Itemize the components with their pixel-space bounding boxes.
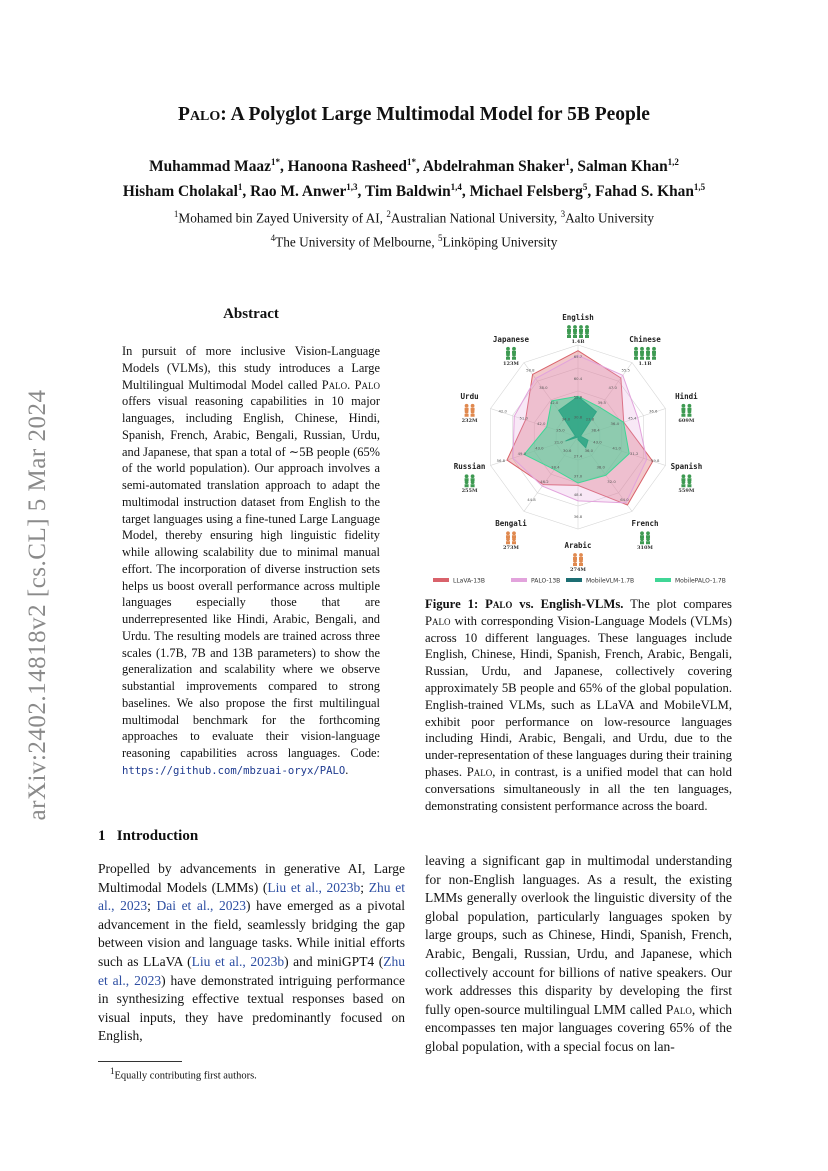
value-label: 36.4 bbox=[610, 421, 619, 427]
arxiv-sidebar bbox=[8, 370, 68, 840]
value-label: 42.0 bbox=[537, 421, 546, 427]
person-icon bbox=[652, 353, 656, 357]
value-label: 38.0 bbox=[596, 464, 605, 470]
author-name: Fahad S. Khan bbox=[595, 183, 694, 201]
code-link[interactable]: https://github.com/mbzuai-oryx/PALO bbox=[122, 764, 346, 777]
person-icon bbox=[646, 541, 650, 544]
caption-text: The plot compares bbox=[623, 597, 732, 611]
person-icon bbox=[506, 531, 510, 535]
affil-name: The University of Melbourne, bbox=[275, 234, 438, 250]
legend-swatch bbox=[433, 578, 449, 582]
citation-link[interactable]: Zhu et al., 2023 bbox=[98, 879, 405, 914]
intro-text: ; bbox=[147, 898, 157, 914]
person-icon bbox=[640, 531, 644, 535]
person-icon bbox=[634, 353, 638, 357]
person-icon bbox=[634, 357, 638, 360]
legend-label: LLaVA-13B bbox=[453, 577, 485, 585]
citation-link[interactable]: Dai et al., 2023 bbox=[156, 898, 247, 914]
intro-text: Propelled by advancements in generative AI, Large Multimodal Models (LMMs) ( bbox=[98, 861, 405, 895]
person-icon bbox=[585, 335, 589, 338]
author-affil-marker: 1,4 bbox=[450, 182, 462, 193]
author-affil-marker: 1* bbox=[270, 157, 280, 167]
caption-title: vs. English-VLMs. bbox=[512, 597, 624, 611]
affil-marker: 1 bbox=[173, 209, 179, 219]
value-label: 48.6 bbox=[573, 492, 583, 498]
person-icon bbox=[688, 474, 692, 478]
person-icon bbox=[681, 414, 685, 417]
legend-swatch bbox=[655, 578, 671, 582]
population-label: 255M bbox=[461, 488, 478, 495]
affil-marker: 2 bbox=[386, 209, 391, 219]
person-icon bbox=[579, 335, 583, 338]
person-icon bbox=[682, 404, 686, 408]
palo-name: Palo bbox=[354, 377, 380, 392]
axis-label-arabic: Arabic bbox=[564, 541, 592, 550]
value-label: 36.8 bbox=[573, 514, 583, 520]
affiliation-line-2 bbox=[90, 228, 738, 252]
value-label: 37.0 bbox=[573, 473, 583, 479]
author-list bbox=[90, 152, 738, 202]
citation-link[interactable]: Liu et al., 2023b bbox=[191, 953, 285, 969]
person-icon bbox=[573, 553, 577, 557]
person-icon bbox=[634, 347, 638, 351]
person-icon bbox=[465, 410, 469, 414]
value-label: 36.6 bbox=[649, 408, 658, 414]
population-label: 123M bbox=[503, 360, 519, 367]
intro-text: ) and miniGPT4 ( bbox=[284, 953, 384, 969]
person-icon bbox=[682, 480, 686, 484]
value-label: 41.0 bbox=[612, 445, 621, 451]
value-label: 55.5 bbox=[621, 367, 630, 373]
person-icon bbox=[579, 559, 583, 563]
axis-label-japanese: Japanese bbox=[492, 334, 530, 344]
value-label: 55.6 bbox=[573, 394, 583, 400]
author-name: Rao M. Anwer bbox=[250, 183, 347, 201]
axis-label-hindi: Hindi bbox=[675, 391, 698, 401]
person-icon bbox=[579, 331, 583, 335]
person-icon bbox=[682, 410, 686, 414]
caption-label: Figure 1: bbox=[425, 597, 486, 611]
abstract-heading: Abstract bbox=[223, 306, 279, 322]
person-icon bbox=[567, 331, 571, 335]
person-icon bbox=[573, 325, 577, 329]
value-label: 58.8 bbox=[526, 367, 535, 373]
population-label: 273M bbox=[503, 545, 519, 552]
population-label: 559M bbox=[678, 488, 695, 495]
arxiv-identifier: arXiv:2402.14818v2 [cs.CL] 5 Mar 2024 bbox=[24, 389, 51, 821]
person-icon bbox=[506, 347, 510, 351]
person-icon bbox=[646, 353, 650, 357]
intro-text: ; bbox=[360, 879, 369, 895]
person-icon bbox=[652, 357, 656, 360]
value-label: 46.2 bbox=[540, 479, 549, 485]
section-number: 1 bbox=[98, 828, 106, 844]
paper-title bbox=[90, 104, 738, 126]
value-label: 59.8 bbox=[650, 458, 660, 464]
person-icon bbox=[465, 404, 469, 408]
person-icon bbox=[465, 484, 469, 487]
person-icon bbox=[688, 410, 692, 414]
person-icon bbox=[512, 531, 516, 535]
affiliations bbox=[90, 204, 738, 253]
value-label: 44.8 bbox=[527, 497, 536, 503]
palo-name: Palo bbox=[485, 597, 513, 611]
intro-continued bbox=[425, 852, 732, 1057]
author-name: Abdelrahman Shaker bbox=[422, 158, 566, 176]
person-icon bbox=[646, 347, 650, 351]
author-name: Michael Felsberg bbox=[469, 183, 583, 201]
affiliation-line-1 bbox=[90, 204, 738, 228]
palo-name: Palo bbox=[321, 377, 348, 392]
person-icon bbox=[506, 537, 510, 541]
person-icon bbox=[573, 331, 577, 335]
affil-name: Mohamed bin Zayed University of AI, bbox=[178, 210, 387, 226]
person-icon bbox=[640, 541, 644, 544]
person-icon bbox=[506, 357, 510, 360]
person-icon bbox=[687, 414, 691, 417]
population-label: 1.1B bbox=[638, 360, 652, 367]
footnote-marker: 1 bbox=[110, 1066, 115, 1076]
person-icon bbox=[465, 474, 469, 478]
value-label: 64.0 bbox=[620, 497, 629, 503]
affil-name: Aalto University bbox=[565, 210, 655, 226]
intro-text: leaving a significant gap in multimodal understanding for non-English languages. As a result, the existing LMMs generally overlook the linguistic diversity of the global population, particularly languages spoken by large groups, such as Chinese, Hindi, Spanish, French, Arabic, Bengali, Russian, Urdu, and Japanese, which collectively account for billions of native speakers. Our work addresses this disparity by developing the first fully open-source multilingual LMM called bbox=[425, 853, 732, 1017]
axis-label-french: French bbox=[631, 519, 659, 529]
author-name: Muhammad Maaz bbox=[149, 158, 271, 176]
value-label: 38.4 bbox=[551, 464, 560, 470]
person-icon bbox=[573, 335, 577, 338]
person-icon bbox=[579, 563, 583, 566]
value-label: 43.0 bbox=[535, 445, 544, 451]
footnote bbox=[110, 1066, 257, 1082]
value-label: 30.6 bbox=[562, 447, 572, 453]
title-palo: Palo bbox=[178, 104, 221, 125]
author-line-1: Muhammad Maaz$^{1*}$, Hanoona Rasheed$^{1*}$, Abdelrahman Shaker$^1$, Salman Khan$^{1,2}$ bbox=[149, 157, 679, 176]
person-icon bbox=[471, 414, 475, 417]
footnote-text: Equally contributing first authors. bbox=[114, 1070, 257, 1082]
affil-marker: 3 bbox=[560, 209, 566, 219]
person-icon bbox=[465, 414, 469, 417]
value-label: 32.0 bbox=[607, 479, 616, 485]
population-label: 310M bbox=[637, 545, 653, 552]
person-icon bbox=[471, 404, 475, 408]
value-label: 27.4 bbox=[573, 453, 583, 459]
affil-marker: 4 bbox=[270, 233, 276, 244]
person-icon bbox=[573, 559, 577, 563]
author-name: Tim Baldwin bbox=[364, 183, 451, 201]
value-label: 25.0 bbox=[556, 427, 565, 433]
person-icon bbox=[512, 537, 516, 541]
author-affil-marker: 1 bbox=[237, 182, 243, 193]
person-icon bbox=[506, 353, 510, 357]
legend-label: MobilePALO-1.7B bbox=[675, 577, 726, 585]
abstract-text: . bbox=[345, 762, 349, 777]
person-icon bbox=[640, 347, 644, 351]
person-icon bbox=[640, 537, 644, 541]
palo-name: Palo bbox=[466, 764, 493, 779]
title-rest: : A Polyglot Large Multimodal Model for 5B People bbox=[220, 104, 650, 125]
value-label: 38.0 bbox=[539, 385, 548, 391]
citation-link[interactable]: Zhu et al., 2023 bbox=[98, 953, 405, 988]
person-icon bbox=[512, 347, 516, 351]
person-icon bbox=[681, 484, 685, 487]
person-icon bbox=[471, 410, 475, 414]
affil-name: Australian National University, bbox=[390, 210, 561, 226]
person-icon bbox=[652, 347, 656, 351]
author-affil-marker: 1,3 bbox=[346, 182, 358, 193]
value-label: 42.0 bbox=[498, 408, 507, 414]
value-label: 36.0 bbox=[584, 447, 594, 453]
value-label: 39.5 bbox=[597, 400, 607, 406]
person-icon bbox=[646, 537, 650, 541]
intro-text: ) have emerged as a pivotal advancement in the field, seamlessly bridging the gap between vision and language tasks. While initial efforts such as LLaVA ( bbox=[98, 898, 405, 969]
person-icon bbox=[573, 563, 577, 566]
person-icon bbox=[585, 325, 589, 329]
population-label: 232M bbox=[461, 417, 478, 424]
value-label: 51.0 bbox=[519, 415, 528, 421]
person-icon bbox=[687, 484, 691, 487]
person-icon bbox=[646, 357, 650, 360]
population-label: 609M bbox=[678, 417, 695, 424]
section-heading-introduction bbox=[98, 828, 198, 845]
author-affil-marker: 5 bbox=[582, 182, 588, 193]
value-label: 49.0 bbox=[517, 451, 527, 457]
person-icon bbox=[471, 474, 475, 478]
population-label: 1.4B bbox=[571, 339, 585, 345]
value-label: 30.8 bbox=[573, 414, 583, 420]
person-icon bbox=[688, 404, 692, 408]
intro-text: ) have demonstrated intriguing performance in synthesizing effective textual responses based on visual inputs, they have predominantly focused on English, bbox=[98, 972, 405, 1044]
author-name: Hisham Cholakal bbox=[122, 183, 238, 201]
figure-caption bbox=[425, 596, 732, 814]
value-label: 47.0 bbox=[608, 385, 617, 391]
author-line-2: Hisham Cholakal$^1$, Rao M. Anwer$^{1,3}$, Tim Baldwin$^{1,4}$, Michael Felsberg$^5$, Fahad S. Khan$^{1,5}$ bbox=[122, 182, 706, 201]
person-icon bbox=[506, 541, 510, 544]
axis-label-russian: Russian bbox=[453, 462, 486, 472]
value-label: 23.8 bbox=[585, 416, 595, 422]
person-icon bbox=[585, 331, 589, 335]
author-affil-marker: 1,5 bbox=[693, 182, 706, 193]
author-affil-marker: 1* bbox=[406, 157, 416, 167]
axis-label-bengali: Bengali bbox=[495, 519, 527, 529]
person-icon bbox=[688, 480, 692, 484]
person-icon bbox=[579, 553, 583, 557]
author-affil-marker: 1 bbox=[565, 157, 570, 167]
person-icon bbox=[640, 353, 644, 357]
author-affil-marker: 1,2 bbox=[667, 157, 679, 167]
person-icon bbox=[512, 541, 516, 544]
legend-label: MobileVLM-1.7B bbox=[586, 577, 635, 585]
palo-name: Palo bbox=[425, 613, 451, 628]
citation-link[interactable]: Liu et al., 2023b bbox=[267, 879, 361, 895]
person-icon bbox=[567, 325, 571, 329]
caption-text: with corresponding Vision-Language Models (VLMs) across 10 different languages. These languages include English, Chinese, Hindi, Spanish, French, Arabic, Bengali, Russian, Urdu, and Japanese, collectively covering approximately 5B people and 65% of the global population. English-trained VLMs, such as LLaVA and MobileVLM, exhibit poor performance on low-resource languages including Hindi, Arabic, Bengali, and Urdu, due to the under-representation of these languages during their training phases. bbox=[425, 613, 732, 779]
legend-swatch bbox=[566, 578, 582, 582]
value-label: 34.0 bbox=[561, 416, 571, 422]
affil-marker: 5 bbox=[437, 233, 443, 244]
abstract-text: offers visual reasoning capabilities in 10 major languages, including English, Chinese, Hindi, Spanish, French, Arabic, Bengali, Russian, Urdu, and Japanese, that span a total of ∼5B people (65% of the world population). Our approach involves a semi-automated translation approach to adapt the multimodal instruction dataset from English to the target languages using a fine-tuned Large Language Model, thereby ensuring high linguistic fidelity while allowing scalability due to minimal manual effort. The incorporation of diverse instruction sets helps us boost overall performance across multiple languages especially those that are underrepresented like Hindi, Arabic, Bengali, and Urdu. The resulting models are trained across three scales (1.7B, 7B and 13B parameters) to show the generalization and scalability where we observe substantial improvements compared to strong baselines. We also propose the first multilingual multimodal benchmark for the forthcoming approaches to evaluate their vision-language reasoning capabilities across languages. Code: bbox=[122, 394, 380, 760]
value-label: 65.7 bbox=[573, 353, 583, 359]
legend-label: PALO-13B bbox=[531, 577, 561, 585]
value-label: 56.8 bbox=[496, 458, 506, 464]
person-icon bbox=[567, 335, 571, 338]
axis-label-urdu: Urdu bbox=[460, 391, 479, 401]
footnote-rule bbox=[98, 1061, 182, 1062]
abstract-text: In pursuit of more inclusive Vision-Language Models (VLMs), this study introduces a Large Multilingual Multimodal Model called bbox=[122, 344, 380, 392]
value-label: 31.2 bbox=[629, 451, 639, 457]
value-label: 21.0 bbox=[554, 439, 563, 445]
caption-text: , in contrast, is a unified model that can hold conversations simultaneously in all the ten languages, demonstrating consistent performance across the board. bbox=[425, 764, 733, 813]
person-icon bbox=[471, 480, 475, 484]
affil-name: Linköping University bbox=[442, 234, 558, 250]
axis-label-spanish: Spanish bbox=[670, 462, 703, 472]
person-icon bbox=[471, 484, 475, 487]
axis-label-chinese: Chinese bbox=[629, 334, 661, 344]
person-icon bbox=[640, 357, 644, 360]
value-label: 38.4 bbox=[591, 427, 600, 433]
value-label: 42.0 bbox=[549, 400, 559, 406]
author-name: Salman Khan bbox=[577, 158, 668, 176]
person-icon bbox=[512, 353, 516, 357]
value-label: 45.4 bbox=[628, 415, 637, 421]
section-title: Introduction bbox=[116, 828, 199, 844]
author-name: Hanoona Rasheed bbox=[287, 158, 407, 176]
person-icon bbox=[512, 357, 516, 360]
abstract-body bbox=[122, 343, 380, 780]
intro-paragraph bbox=[98, 860, 405, 1046]
person-icon bbox=[579, 325, 583, 329]
radar-chart bbox=[425, 305, 735, 590]
value-label: 60.4 bbox=[573, 375, 583, 381]
person-icon bbox=[646, 531, 650, 535]
abstract-text: . bbox=[347, 377, 355, 392]
intro-text: , which encompasses ten major languages covering 65% of the global population, with a special focus on lan- bbox=[425, 1001, 732, 1054]
population-label: 274M bbox=[570, 567, 586, 573]
legend-swatch bbox=[511, 578, 527, 582]
person-icon bbox=[682, 474, 686, 478]
person-icon bbox=[465, 480, 469, 484]
axis-label-english: English bbox=[562, 313, 594, 322]
palo-name: Palo bbox=[665, 1001, 692, 1017]
value-label: 43.0 bbox=[593, 439, 602, 445]
